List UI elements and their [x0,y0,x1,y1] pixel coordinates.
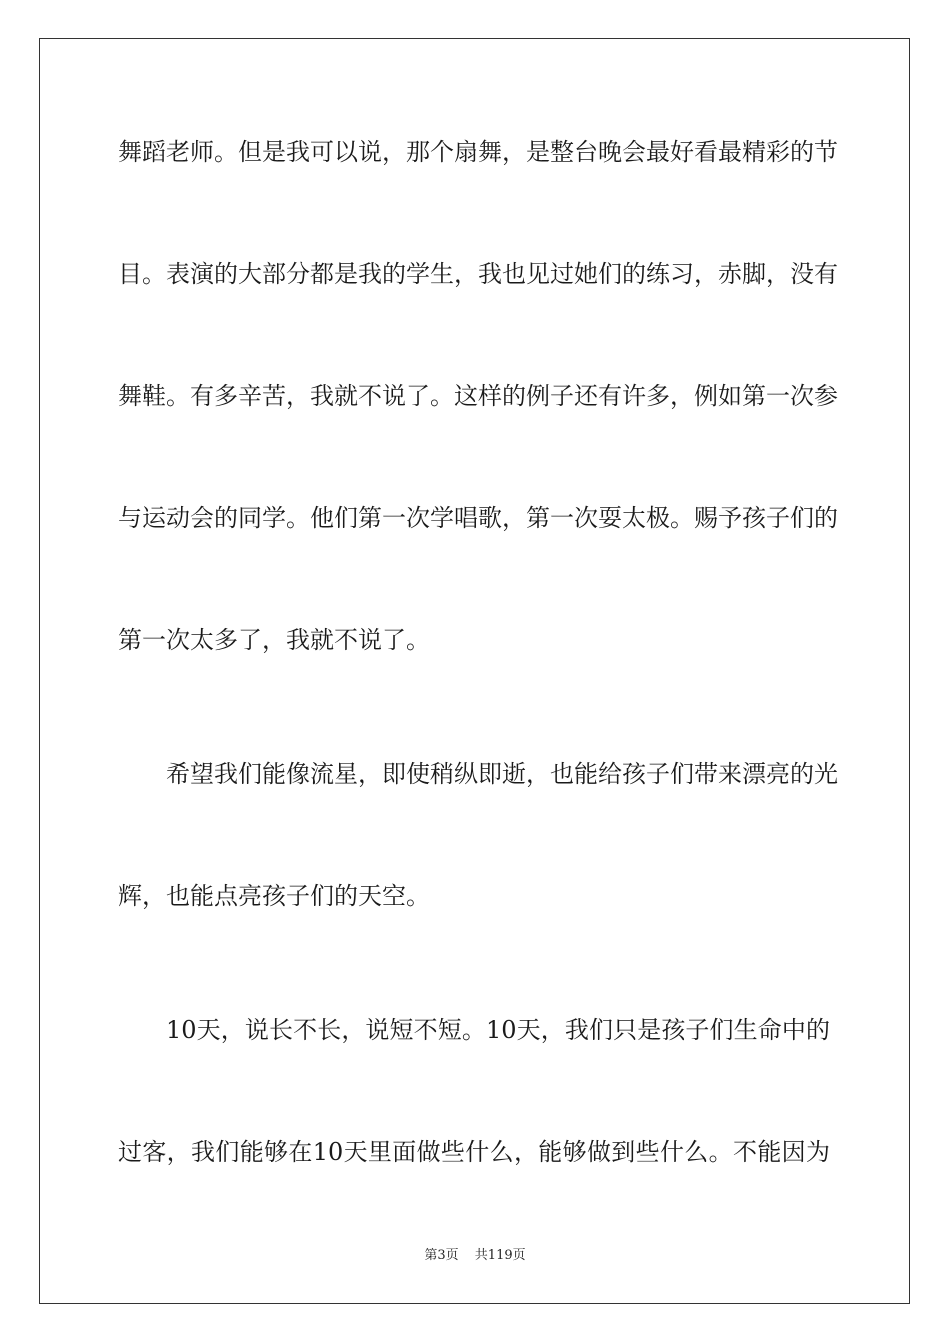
page-footer [0,1247,950,1265]
paragraph-start-line: 10天，说长不长，说短不短。10天，我们只是孩子们生命中的 [166,1016,830,1044]
page-total: 共119页 [474,1248,526,1263]
text-line: 辉，也能点亮孩子们的天空。 [118,882,430,910]
text-line: 第一次太多了，我就不说了。 [118,626,430,654]
text-line: 目。表演的大部分都是我的学生，我也见过她们的练习，赤脚，没有 [118,260,838,288]
text-line: 过客，我们能够在10天里面做些什么，能够做到些什么。不能因为 [118,1138,830,1166]
page-number: 第3页 [424,1248,459,1263]
text-line: 舞鞋。有多辛苦，我就不说了。这样的例子还有许多，例如第一次参 [118,382,838,410]
page-border [39,38,910,1304]
text-line: 舞蹈老师。但是我可以说，那个扇舞，是整台晚会最好看最精彩的节 [118,138,838,166]
paragraph-start-line: 希望我们能像流星，即使稍纵即逝，也能给孩子们带来漂亮的光 [166,760,838,788]
text-line: 与运动会的同学。他们第一次学唱歌，第一次耍太极。赐予孩子们的 [118,504,838,532]
